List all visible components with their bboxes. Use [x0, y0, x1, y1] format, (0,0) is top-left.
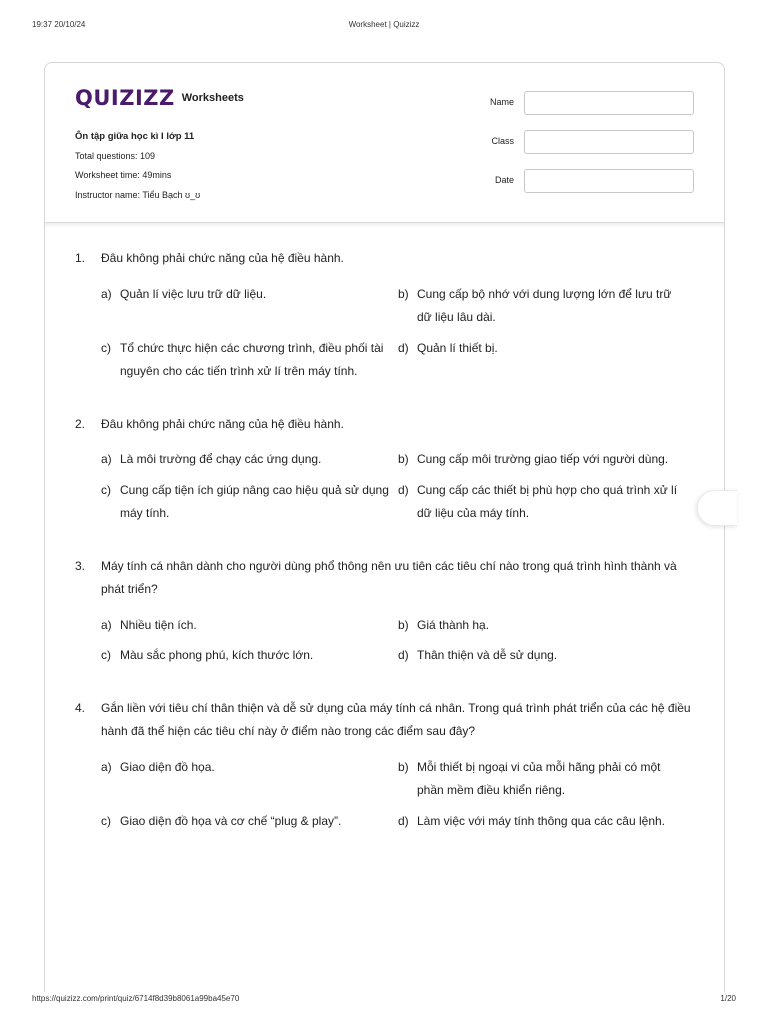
option-letter: c): [101, 482, 111, 497]
question-number: 3.: [75, 558, 86, 573]
option-list: [101, 283, 695, 391]
quizizz-logo: [75, 85, 244, 111]
option-letter: c): [101, 813, 111, 828]
option-letter: d): [398, 648, 409, 662]
option-text: Mỗi thiết bị ngoại vi của mỗi hãng phải có một phần mềm điều khiển riêng.: [417, 759, 661, 797]
question-1: [75, 247, 695, 391]
option-text: Giao diện đồ họa.: [120, 759, 215, 774]
option-letter: b): [398, 452, 409, 466]
worksheet-sheet: [44, 62, 725, 992]
option-a: [101, 283, 398, 330]
option-list: [101, 756, 695, 841]
option-a: [101, 614, 398, 638]
question-number: 1.: [75, 251, 86, 265]
name-label: Name: [489, 97, 514, 107]
worksheet-time: Worksheet time: 49mins: [75, 170, 172, 180]
option-letter: a): [101, 286, 112, 301]
option-letter: c): [101, 648, 111, 662]
option-text: Làm việc với máy tính thông qua các câu lệnh.: [417, 813, 666, 828]
date-field-row: [474, 169, 694, 193]
option-text: Cung cấp tiện ích giúp nâng cao hiệu quả sử dụng máy tính.: [120, 482, 389, 520]
name-field[interactable]: [524, 91, 694, 115]
question-text: Đâu không phải chức năng của hệ điều hành.: [101, 416, 344, 431]
option-letter: a): [101, 759, 112, 774]
logo-wordmark: QUIZIZZ: [75, 86, 175, 110]
option-text: Tổ chức thực hiện các chương trình, điều phối tài nguyên cho các tiến trình xử lí trên máy tính.: [120, 340, 384, 378]
option-b: [398, 614, 695, 638]
question-number: 2.: [75, 416, 86, 431]
print-header: [32, 20, 736, 34]
question-text: Máy tính cá nhân dành cho người dùng phổ thông nên ưu tiên các tiêu chí nào trong quá trình hình thành và phát triển?: [101, 558, 677, 596]
option-text: Giá thành hạ.: [417, 617, 490, 632]
date-label: Date: [494, 175, 514, 185]
option-text: Nhiều tiện ích.: [120, 617, 197, 632]
question-4: [75, 697, 695, 841]
print-page-title: Worksheet | Quizizz: [348, 20, 420, 29]
option-list: [101, 448, 695, 533]
option-b: [398, 756, 695, 803]
print-timestamp: 19:37 20/10/24: [32, 20, 86, 29]
header-divider: [45, 223, 724, 228]
class-field-row: [474, 130, 694, 154]
option-letter: d): [398, 482, 409, 497]
option-text: Cung cấp các thiết bị phù hợp cho quá trình xử lí dữ liệu của máy tính.: [417, 482, 678, 520]
option-c: [101, 337, 398, 384]
option-text: Quản lí thiết bị.: [417, 340, 498, 355]
option-text: Giao diện đồ họa và cơ chế “plug & play”.: [120, 813, 342, 828]
option-c: [101, 644, 398, 668]
name-field-row: [474, 91, 694, 115]
option-text: Quản lí việc lưu trữ dữ liệu.: [120, 286, 267, 301]
print-url: https://quizizz.com/print/quiz/6714f8d39b8061a99ba45e70: [32, 994, 240, 1003]
option-c: [101, 810, 398, 834]
class-field[interactable]: [524, 130, 694, 154]
option-list: [101, 614, 695, 675]
option-letter: a): [101, 452, 112, 466]
date-field[interactable]: [524, 169, 694, 193]
option-d: [398, 644, 695, 668]
total-questions: Total questions: 109: [75, 150, 156, 161]
option-letter: a): [101, 617, 112, 632]
student-fields: [474, 91, 694, 208]
option-text: Màu sắc phong phú, kích thước lớn.: [120, 648, 314, 662]
worksheet-header: [45, 63, 724, 223]
question-2: [75, 413, 695, 533]
option-a: [101, 756, 398, 803]
option-letter: c): [101, 340, 111, 355]
option-text: Là môi trường để chạy các ứng dụng.: [120, 452, 322, 466]
worksheet-title: Ôn tập giữa học kì I lớp 11: [75, 131, 195, 142]
option-d: [398, 810, 695, 834]
option-letter: d): [398, 813, 409, 828]
option-d: [398, 479, 695, 526]
option-a: [101, 448, 398, 472]
question-list: [75, 247, 695, 862]
option-letter: b): [398, 759, 409, 774]
worksheet-meta: [75, 127, 200, 205]
option-letter: b): [398, 286, 409, 301]
option-d: [398, 337, 695, 384]
class-label: Class: [491, 136, 514, 146]
print-footer: [32, 994, 736, 1008]
option-letter: d): [398, 340, 409, 355]
question-text: Gắn liền với tiêu chí thân thiện và dễ sử dụng của máy tính cá nhân. Trong quá trình phát triển của các hệ điều hành đã thể hiện các tiêu chí này ở điểm nào trong các điểm sau đây?: [101, 700, 691, 738]
option-b: [398, 448, 695, 472]
page-indicator: 1/20: [720, 994, 736, 1003]
question-3: [75, 555, 695, 675]
instructor-name: Instructor name: Tiểu Bạch ʊ_ʊ: [75, 189, 201, 200]
logo-subtitle: Worksheets: [181, 92, 244, 104]
side-panel-tab[interactable]: [697, 490, 737, 526]
option-text: Cung cấp bộ nhớ với dung lượng lớn để lưu trữ dữ liệu lâu dài.: [417, 286, 672, 324]
question-number: 4.: [75, 700, 86, 715]
question-text: Đâu không phải chức năng của hệ điều hành.: [101, 251, 344, 265]
option-c: [101, 479, 398, 526]
option-letter: b): [398, 617, 409, 632]
option-text: Cung cấp môi trường giao tiếp với người dùng.: [417, 452, 669, 466]
option-b: [398, 283, 695, 330]
option-text: Thân thiện và dễ sử dụng.: [417, 648, 558, 662]
